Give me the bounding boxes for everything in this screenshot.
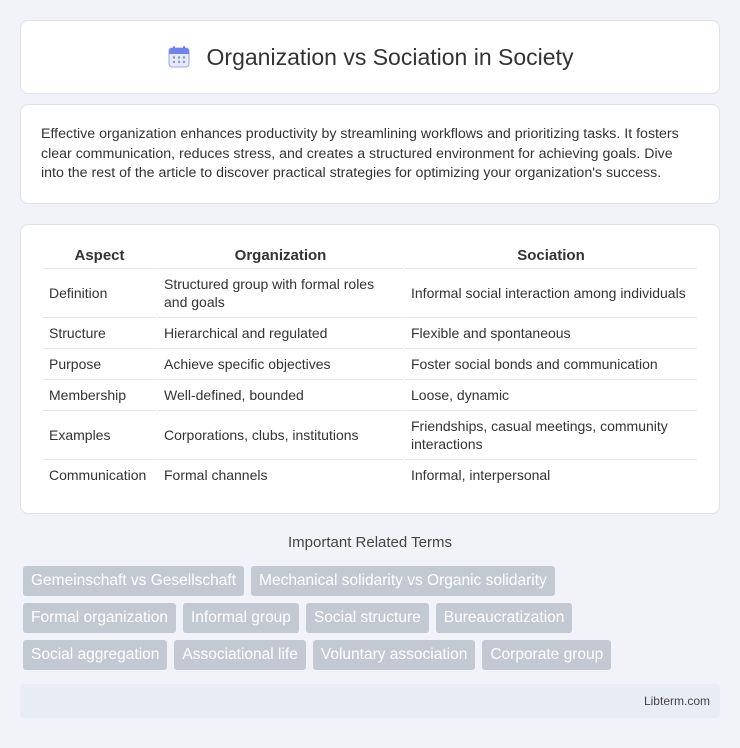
- table-cell: Friendships, casual meetings, community interactions: [405, 410, 697, 459]
- related-tag[interactable]: Formal organization: [23, 603, 176, 633]
- comparison-table-card: [20, 224, 720, 514]
- table-row: [43, 410, 697, 459]
- table-cell: Flexible and spontaneous: [405, 317, 697, 348]
- table-row: [43, 459, 697, 490]
- table-cell: Purpose: [43, 348, 156, 379]
- footer-site-link[interactable]: Libterm.com: [643, 694, 710, 708]
- table-row: [43, 317, 697, 348]
- related-tag[interactable]: Corporate group: [482, 640, 611, 670]
- page-title: Organization vs Sociation in Society: [206, 43, 574, 70]
- column-header-organization: Organization: [234, 247, 327, 264]
- related-tag[interactable]: Associational life: [174, 640, 305, 670]
- table-cell: Structured group with formal roles and goals: [158, 268, 403, 317]
- related-tag[interactable]: Gemeinschaft vs Gesellschaft: [23, 566, 244, 596]
- table-row: [43, 379, 697, 410]
- table-cell: Foster social bonds and communication: [405, 348, 697, 379]
- table-row: [43, 268, 697, 317]
- calendar-icon: [167, 45, 191, 69]
- table-cell: Corporations, clubs, institutions: [158, 410, 403, 459]
- table-cell: Communication: [43, 459, 156, 490]
- table-row: [43, 348, 697, 379]
- column-header-aspect: Aspect: [74, 247, 125, 264]
- table-cell: Hierarchical and regulated: [158, 317, 403, 348]
- table-cell: Loose, dynamic: [405, 379, 697, 410]
- footer: [20, 684, 720, 718]
- table-cell: Membership: [43, 379, 156, 410]
- table-cell: Formal channels: [158, 459, 403, 490]
- related-tag[interactable]: Mechanical solidarity vs Organic solidarity: [251, 566, 555, 596]
- header-card: [20, 20, 720, 94]
- related-tags-row-2: [23, 603, 723, 633]
- table-cell: Examples: [43, 410, 156, 459]
- table-cell: Well-defined, bounded: [158, 379, 403, 410]
- intro-card: [20, 104, 720, 204]
- related-tag[interactable]: Bureaucratization: [436, 603, 573, 633]
- table-cell: Definition: [43, 268, 156, 317]
- comparison-table: [41, 243, 699, 490]
- related-tags-row-1: [23, 566, 723, 596]
- related-tags-row-3: [23, 640, 723, 670]
- table-cell: Achieve specific objectives: [158, 348, 403, 379]
- table-cell: Structure: [43, 317, 156, 348]
- related-tag[interactable]: Social aggregation: [23, 640, 167, 670]
- related-tag[interactable]: Social structure: [306, 603, 429, 633]
- table-cell: Informal, interpersonal: [405, 459, 697, 490]
- intro-text: Effective organization enhances productivity by streamlining workflows and prioritizing tasks. It fosters clear communication, reduces stress, and creates a structured environment for achieving goals. Dive into the rest of the article to discover practical strategies for optimizing your organization's success.: [41, 126, 679, 181]
- related-tag[interactable]: Voluntary association: [313, 640, 475, 670]
- table-cell: Informal social interaction among individuals: [405, 268, 697, 317]
- column-header-sociation: Sociation: [517, 247, 585, 264]
- related-tag[interactable]: Informal group: [183, 603, 299, 633]
- related-terms-title: Important Related Terms: [288, 534, 452, 551]
